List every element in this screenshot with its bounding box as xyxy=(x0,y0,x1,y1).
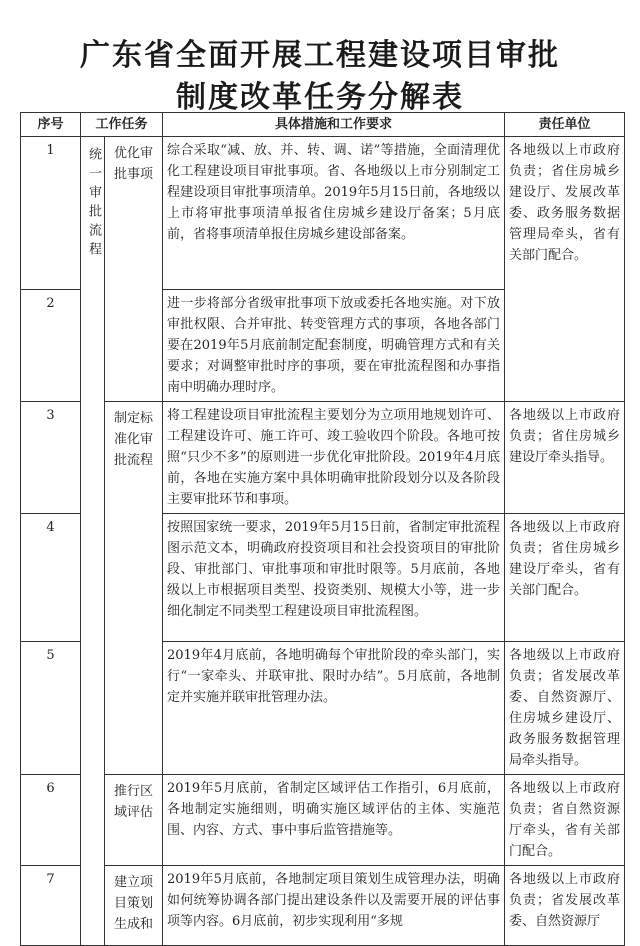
header-task: 工作任务 xyxy=(81,113,163,137)
document-title-line2: 制度改革任务分解表 xyxy=(176,80,464,115)
req-cell: 2019年4月底前，各地明确每个审批阶段的牵头部门，实行“一家牵头、并联审批、限时办结”。5月底前，各地制定并实施并联审批管理办法。 xyxy=(163,642,505,775)
req-cell: 将工程建设项目审批流程主要划分为立项用地规划许可、工程建设许可、施工许可、竣工验收四个阶段。各地可按照“只少不多”的原则进一步优化审批阶段。2019年4月底前，各地在实施方案中具体明确审批阶段划分以及各阶段主要审批环节和事项。 xyxy=(163,402,505,514)
unit-cell: 各地级以上市政府负责；省住房城乡建设厅牵头，省有关部门配合。 xyxy=(505,514,625,642)
stage-cell xyxy=(81,137,105,946)
req-cell: 2019年5月底前，各地制定项目策划生成管理办法，明确如何统筹协调各部门提出建设条件以及需要开展的评估事项等内容。6月底前，初步实现利用“多规 xyxy=(163,866,505,946)
table-row xyxy=(21,137,625,290)
unit-cell: 各地级以上市政府负责；省发展改革委、自然资源厅 xyxy=(505,866,625,946)
document-title-line1: 广东省全面开展工程建设项目审批 xyxy=(80,38,560,73)
header-no: 序号 xyxy=(21,113,81,137)
table-row xyxy=(21,775,625,866)
task-cell: 推行区域评估 xyxy=(105,775,163,866)
unit-cell: 各地级以上市政府负责；省住房城乡建设厅、发展改革委、政务服务数据管理局牵头，省有关部门配合。 xyxy=(505,137,625,402)
task-table xyxy=(20,112,625,946)
req-cell: 进一步将部分省级审批事项下放或委托各地实施。对下放审批权限、合并审批、转变管理方式的事项，各地各部门要在2019年5月底前制定配套制度，明确管理方式和有关要求；对调整审批时序的事项，要在审批流程图和办事指南中明确办理时序。 xyxy=(163,290,505,402)
task-cell: 建立项目策划生成和 xyxy=(105,866,163,946)
table-row xyxy=(21,866,625,946)
row-no: 2 xyxy=(21,290,81,402)
table-header-row xyxy=(21,113,625,137)
task-cell: 优化审批事项 xyxy=(105,137,163,402)
req-cell: 2019年5月底前，省制定区域评估工作指引，6月底前，各地制定实施细则，明确实施区域评估的主体、实施范围、内容、方式、事中事后监管措施等。 xyxy=(163,775,505,866)
row-no: 6 xyxy=(21,775,81,866)
row-no: 5 xyxy=(21,642,81,775)
row-no: 4 xyxy=(21,514,81,642)
req-cell: 综合采取“减、放、并、转、调、诺”等措施，全面清理优化工程建设项目审批事项。省、各地级以上市分别制定工程建设项目审批事项清单。2019年5月15日前，各地级以上市将审批事项清单报省住房城乡建设厅备案；5月底前，省将事项清单报住房城乡建设部备案。 xyxy=(163,137,505,290)
header-req: 具体措施和工作要求 xyxy=(163,113,505,137)
task-cell: 制定标准化审批流程 xyxy=(105,402,163,775)
unit-cell: 各地级以上市政府负责；省自然资源厅牵头，省有关部门配合。 xyxy=(505,775,625,866)
unit-cell: 各地级以上市政府负责；省发展改革委、自然资源厅、住房城乡建设厅、政务服务数据管理局牵头指导。 xyxy=(505,642,625,775)
stage-label: 统一审批流程 xyxy=(86,147,101,261)
row-no: 3 xyxy=(21,402,81,514)
req-cell: 按照国家统一要求，2019年5月15日前，省制定审批流程图示范文本，明确政府投资项目和社会投资项目的审批阶段、审批部门、审批事项和审批时限等。5月底前，各地级以上市根据项目类型、投资类别、规模大小等，进一步细化制定不同类型工程建设项目审批流程图。 xyxy=(163,514,505,642)
header-unit: 责任单位 xyxy=(505,113,625,137)
table-row xyxy=(21,402,625,514)
unit-cell: 各地级以上市政府负责；省住房城乡建设厅牵头指导。 xyxy=(505,402,625,514)
row-no: 1 xyxy=(21,137,81,290)
row-no: 7 xyxy=(21,866,81,946)
